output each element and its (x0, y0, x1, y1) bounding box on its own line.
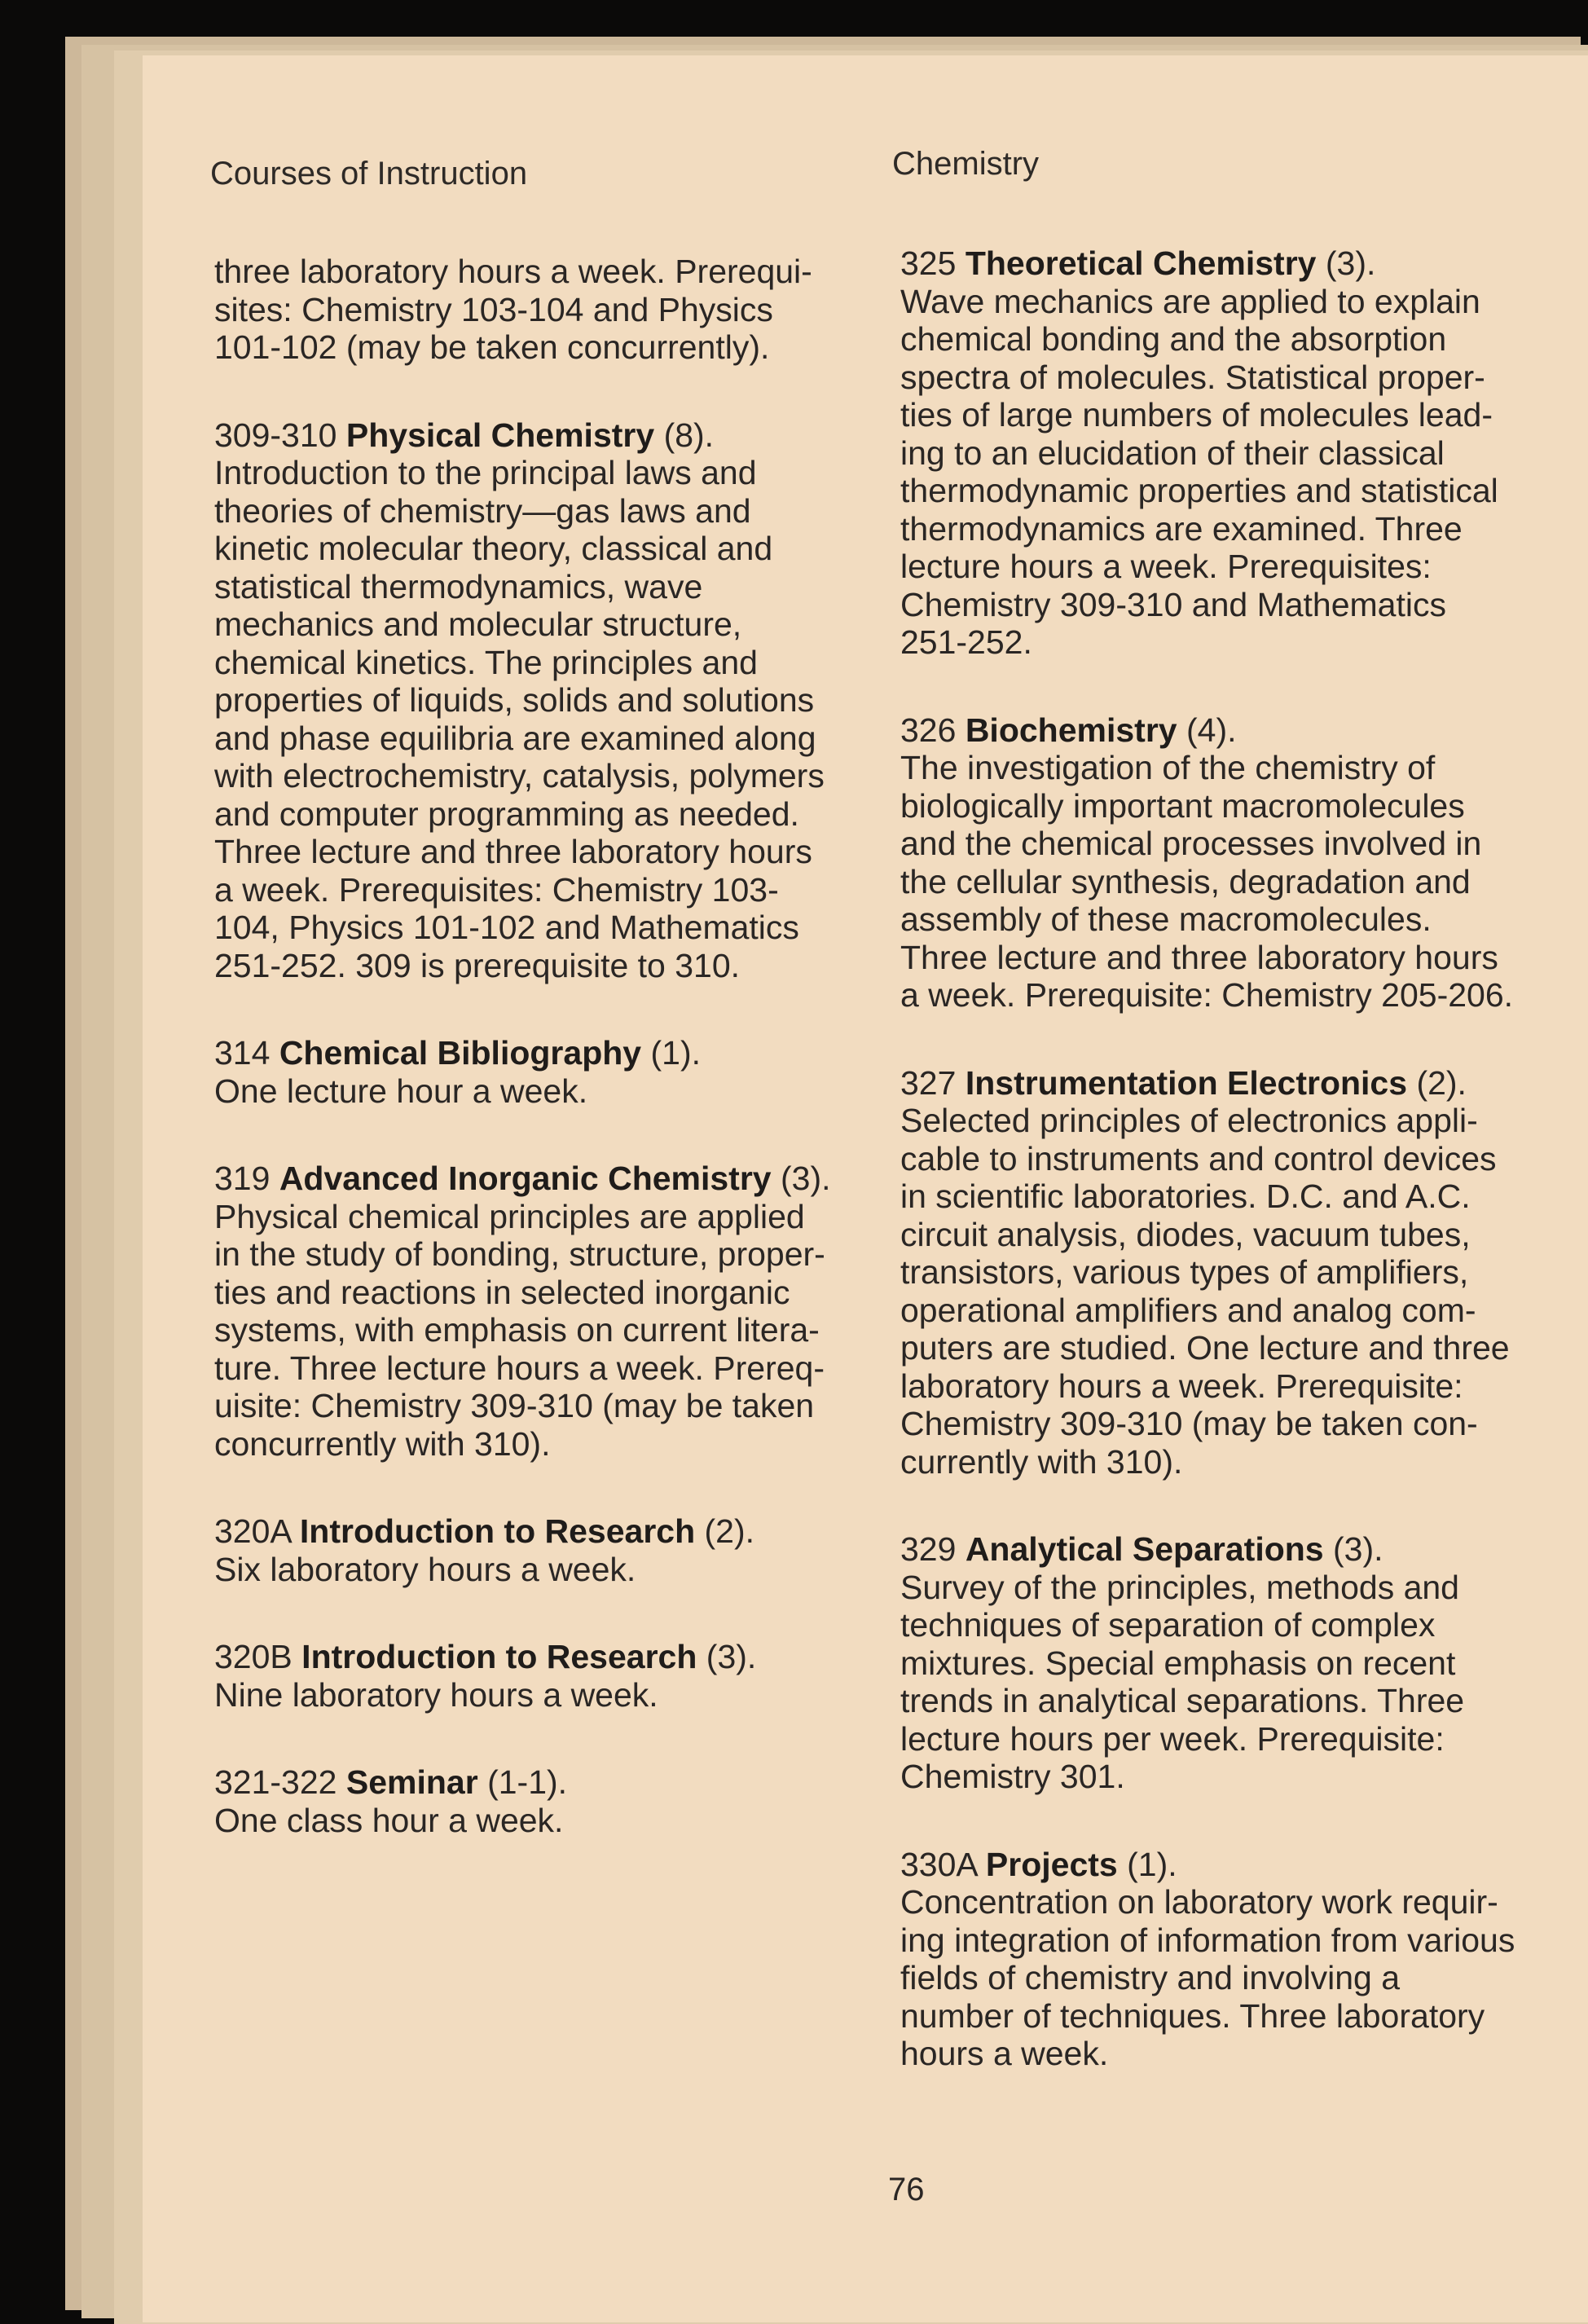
body-line: theories of chemistry—gas laws and (214, 491, 751, 530)
body-line: spectra of molecules. Statistical proper- (900, 358, 1485, 396)
body-line: currently with 310). (900, 1442, 1183, 1481)
course-description (900, 749, 1552, 1015)
course-title: Chemical Bibliography (279, 1034, 642, 1072)
body-line: Six laboratory hours a week. (214, 1550, 636, 1588)
body-line: and computer programming as needed. (214, 794, 799, 833)
body-line: Three lecture and three laboratory hours (900, 938, 1498, 976)
course-description (214, 1802, 891, 1840)
course-title: Physical Chemistry (345, 416, 655, 454)
body-line: mixtures. Special emphasis on recent (900, 1644, 1456, 1682)
body-line: Wave mechanics are applied to explain (900, 282, 1480, 320)
course-heading (900, 1530, 1552, 1569)
body-line: in the study of bonding, structure, proper- (214, 1235, 825, 1273)
body-line: Physical chemical principles are applied (214, 1197, 805, 1235)
course-entry (214, 416, 891, 985)
body-line: The investigation of the chemistry of (900, 749, 1436, 786)
body-line: biologically important macromolecules (900, 786, 1465, 825)
course-heading (900, 711, 1552, 750)
course-credits: (3). (1325, 244, 1376, 282)
body-line: lecture hours a week. Prerequisites: (900, 548, 1432, 585)
course-number: 329 (900, 1530, 957, 1568)
body-line: transistors, various types of amplifiers, (900, 1253, 1469, 1291)
course-entry (900, 1846, 1552, 2073)
course-credits: (4). (1186, 711, 1237, 749)
body-line: Selected principles of electronics appli- (900, 1102, 1478, 1139)
course-entry (900, 244, 1552, 662)
course-description (900, 1569, 1552, 1796)
body-line: ing to an elucidation of their classical (900, 434, 1445, 472)
course-number: 320A (214, 1512, 291, 1550)
body-line: cable to instruments and control devices (900, 1139, 1497, 1177)
course-title: Introduction to Research (299, 1512, 696, 1550)
course-number: 326 (900, 711, 957, 749)
body-line: statistical thermodynamics, wave (214, 567, 703, 605)
course-title: Instrumentation Electronics (965, 1063, 1408, 1102)
course-title: Introduction to Research (301, 1638, 697, 1675)
course-description (214, 1198, 891, 1464)
course-heading (214, 1160, 891, 1198)
course-title: Biochemistry (965, 711, 1177, 749)
body-line: in scientific laboratories. D.C. and A.C. (900, 1177, 1471, 1215)
body-line: ture. Three lecture hours a week. Prereq- (214, 1349, 825, 1387)
body-line: puters are studied. One lecture and three (900, 1329, 1510, 1367)
body-line: and the chemical processes involved in (900, 825, 1482, 862)
body-line: number of techniques. Three laboratory (900, 1996, 1485, 2035)
course-entry (900, 1530, 1552, 1796)
course-credits: (3). (781, 1160, 831, 1197)
body-line: lecture hours per week. Prerequisite: (900, 1719, 1445, 1758)
body-line: fields of chemistry and involving a (900, 1959, 1401, 1996)
course-title: Theoretical Chemistry (965, 244, 1317, 282)
body-line: concurrently with 310). (214, 1424, 551, 1463)
course-number: 320B (214, 1638, 293, 1675)
course-credits: (1). (650, 1034, 701, 1072)
course-title: Projects (985, 1845, 1118, 1883)
body-line: techniques of separation of complex (900, 1606, 1436, 1644)
course-entry (214, 1512, 891, 1588)
course-number: 325 (900, 244, 957, 282)
course-credits: (1-1). (487, 1763, 568, 1801)
body-line: chemical bonding and the absorption (900, 320, 1447, 358)
body-line: Concentration on laboratory work requir- (900, 1883, 1498, 1921)
course-number: 321-322 (214, 1763, 337, 1801)
course-number: 327 (900, 1063, 957, 1102)
course-description (214, 1676, 891, 1714)
body-line: Introduction to the principal laws and (214, 454, 757, 491)
body-line: Three lecture and three laboratory hours (214, 833, 812, 870)
course-title: Advanced Inorganic Chemistry (279, 1160, 772, 1197)
body-line: Survey of the principles, methods and (900, 1568, 1459, 1606)
body-line: and phase equilibria are examined along (214, 719, 816, 757)
right-column (900, 244, 1552, 2123)
continuation-text (214, 253, 891, 367)
body-line: ing integration of information from various (900, 1921, 1515, 1959)
body-line: properties of liquids, solids and solutions (214, 681, 815, 719)
course-title: Analytical Separations (965, 1530, 1324, 1568)
course-number: 314 (214, 1034, 271, 1072)
body-line: Nine laboratory hours a week. (214, 1675, 658, 1714)
body-line: Chemistry 309-310 and Mathematics (900, 585, 1446, 623)
course-entry (214, 1763, 891, 1839)
course-heading (214, 1512, 891, 1551)
page-number: 76 (888, 2172, 925, 2207)
course-entry (214, 1034, 891, 1110)
course-heading (214, 416, 891, 455)
course-heading (214, 1638, 891, 1676)
course-description (900, 283, 1552, 662)
course-description (214, 1551, 891, 1589)
course-number: 309-310 (214, 416, 337, 454)
course-heading (900, 1064, 1552, 1103)
body-line: operational amplifiers and analog com- (900, 1291, 1476, 1329)
course-heading (214, 1763, 891, 1802)
body-line: laboratory hours a week. Prerequisite: (900, 1367, 1463, 1405)
body-line: Chemistry 301. (900, 1758, 1125, 1795)
body-line: sites: Chemistry 103-104 and Physics (214, 290, 773, 328)
body-line: 251-252. 309 is prerequisite to 310. (214, 946, 741, 984)
course-entry (214, 1638, 891, 1714)
body-line: ties of large numbers of molecules lead- (900, 396, 1493, 434)
course-credits: (1). (1127, 1845, 1177, 1883)
course-number: 319 (214, 1160, 271, 1197)
body-line: a week. Prerequisite: Chemistry 205-206. (900, 976, 1514, 1014)
body-line: the cellular synthesis, degradation and (900, 862, 1471, 900)
body-line: systems, with emphasis on current litera- (214, 1311, 820, 1349)
body-line: chemical kinetics. The principles and (214, 643, 758, 681)
body-line: thermodynamic properties and statistical (900, 472, 1498, 509)
running-header-right: Chemistry (892, 146, 1040, 182)
body-line: 251-252. (900, 623, 1032, 661)
running-header-left: Courses of Instruction (210, 156, 528, 191)
body-line: Chemistry 309-310 (may be taken con- (900, 1405, 1478, 1442)
body-line: mechanics and molecular structure, (214, 605, 742, 643)
course-description (900, 1883, 1552, 2073)
body-line: One lecture hour a week. (214, 1072, 588, 1110)
course-number: 330A (900, 1845, 977, 1883)
course-description (214, 1072, 891, 1111)
body-line: trends in analytical separations. Three (900, 1682, 1465, 1719)
course-entry (900, 1064, 1552, 1481)
course-credits: (2). (1416, 1063, 1467, 1102)
left-column (214, 253, 891, 1889)
course-entry (214, 1160, 891, 1463)
course-heading (214, 1034, 891, 1072)
body-line: assembly of these macromolecules. (900, 900, 1432, 938)
body-line: hours a week. (900, 2035, 1109, 2072)
body-line: thermodynamics are examined. Three (900, 509, 1463, 548)
body-line: One class hour a week. (214, 1801, 564, 1839)
course-heading (900, 1846, 1552, 1884)
body-line: ties and reactions in selected inorganic (214, 1273, 790, 1311)
course-credits: (3). (1333, 1530, 1383, 1568)
course-credits: (2). (704, 1512, 755, 1550)
course-credits: (8). (663, 416, 715, 454)
course-entry (900, 711, 1552, 1015)
body-line: a week. Prerequisites: Chemistry 103- (214, 870, 779, 909)
body-line: circuit analysis, diodes, vacuum tubes, (900, 1215, 1471, 1253)
course-heading (900, 244, 1552, 283)
body-line: three laboratory hours a week. Prerequi- (214, 253, 812, 290)
body-line: uisite: Chemistry 309-310 (may be taken (214, 1387, 815, 1424)
body-line: 101-102 (may be taken concurrently). (214, 328, 770, 366)
course-description (214, 454, 891, 984)
course-credits: (3). (706, 1638, 757, 1675)
body-line: kinetic molecular theory, classical and (214, 530, 773, 567)
course-title: Seminar (345, 1763, 478, 1801)
course-description (900, 1102, 1552, 1481)
body-line: 104, Physics 101-102 and Mathematics (214, 909, 799, 946)
body-line: with electrochemistry, catalysis, polymers (214, 757, 825, 794)
